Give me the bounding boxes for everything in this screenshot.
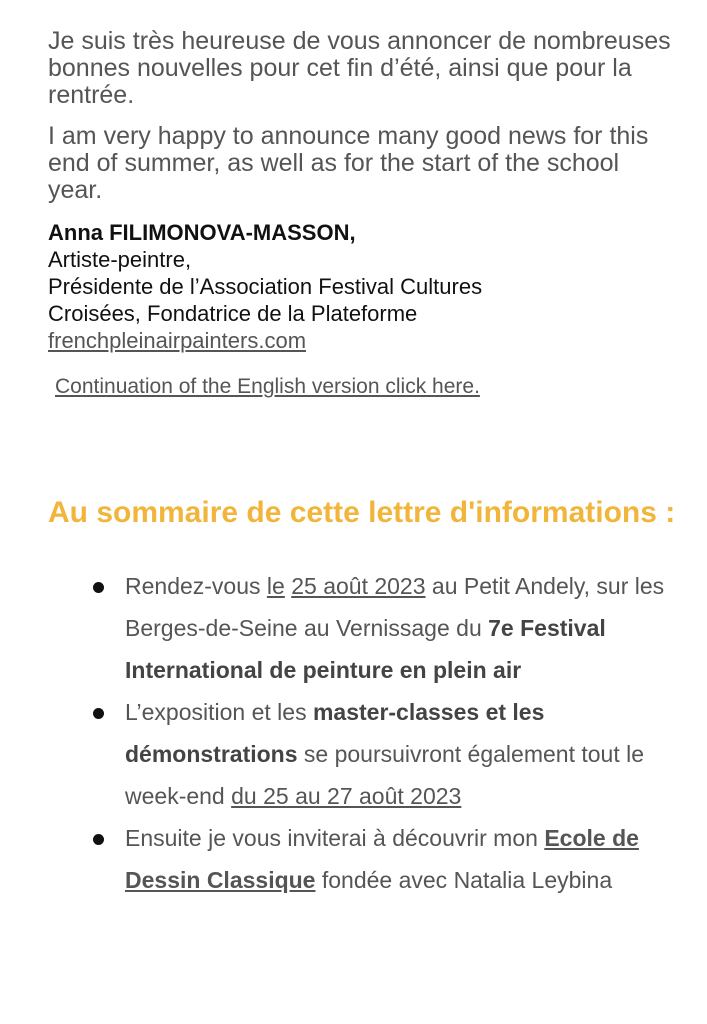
author-role-1: Présidente de l’Association Festival Cultures <box>48 274 483 299</box>
author-name: Anna FILIMONOVA-MASSON, <box>48 220 356 245</box>
item-text: Rendez-vous <box>125 573 267 599</box>
list-item <box>48 691 678 817</box>
bullet-icon <box>93 708 104 719</box>
item-text: fondée avec Natalia Leybina <box>315 867 613 893</box>
website-link[interactable]: frenchpleinairpainters.com <box>48 328 307 353</box>
bullet-icon <box>93 834 104 845</box>
summary-list <box>48 565 678 901</box>
author-role-2: Croisées, Fondatrice de la Plateforme <box>48 301 418 326</box>
bullet-icon <box>93 582 104 593</box>
list-item <box>48 565 678 691</box>
item-text: L’exposition et les <box>125 699 313 725</box>
intro-english: I am very happy to announce many good news for this end of summer, as well as for the start of the school year. <box>48 122 649 204</box>
list-item <box>48 817 678 901</box>
english-version-link[interactable]: Continuation of the English version click here. <box>55 375 480 398</box>
author-title: Artiste-peintre, <box>48 247 192 272</box>
newsletter-content <box>48 28 678 901</box>
masterclasses-text: master-classes et les démonstrations <box>125 699 545 767</box>
date-link-le[interactable]: le <box>266 573 285 599</box>
date-link-25-aout[interactable]: 25 août 2023 <box>291 573 426 599</box>
item-text: Ensuite je vous inviterai à découvrir mon <box>125 825 545 851</box>
ecole-dessin-link[interactable]: Ecole de Dessin Classique <box>125 825 639 893</box>
summary-heading: Au sommaire de cette lettre d'informations : <box>48 496 676 529</box>
intro-french: Je suis très heureuse de vous annoncer de nombreuses bonnes nouvelles pour cet fin d’été, ainsi que pour la rentrée. <box>48 27 671 109</box>
date-link-weekend[interactable]: du 25 au 27 août 2023 <box>231 783 462 809</box>
signature-block <box>48 219 678 354</box>
item-text: se poursuivront également tout le week-end <box>125 741 645 809</box>
item-text: au Petit Andely, sur les Berges-de-Seine au Vernissage du <box>125 573 665 641</box>
festival-title: 7e Festival International de peinture en plein air <box>125 615 606 683</box>
